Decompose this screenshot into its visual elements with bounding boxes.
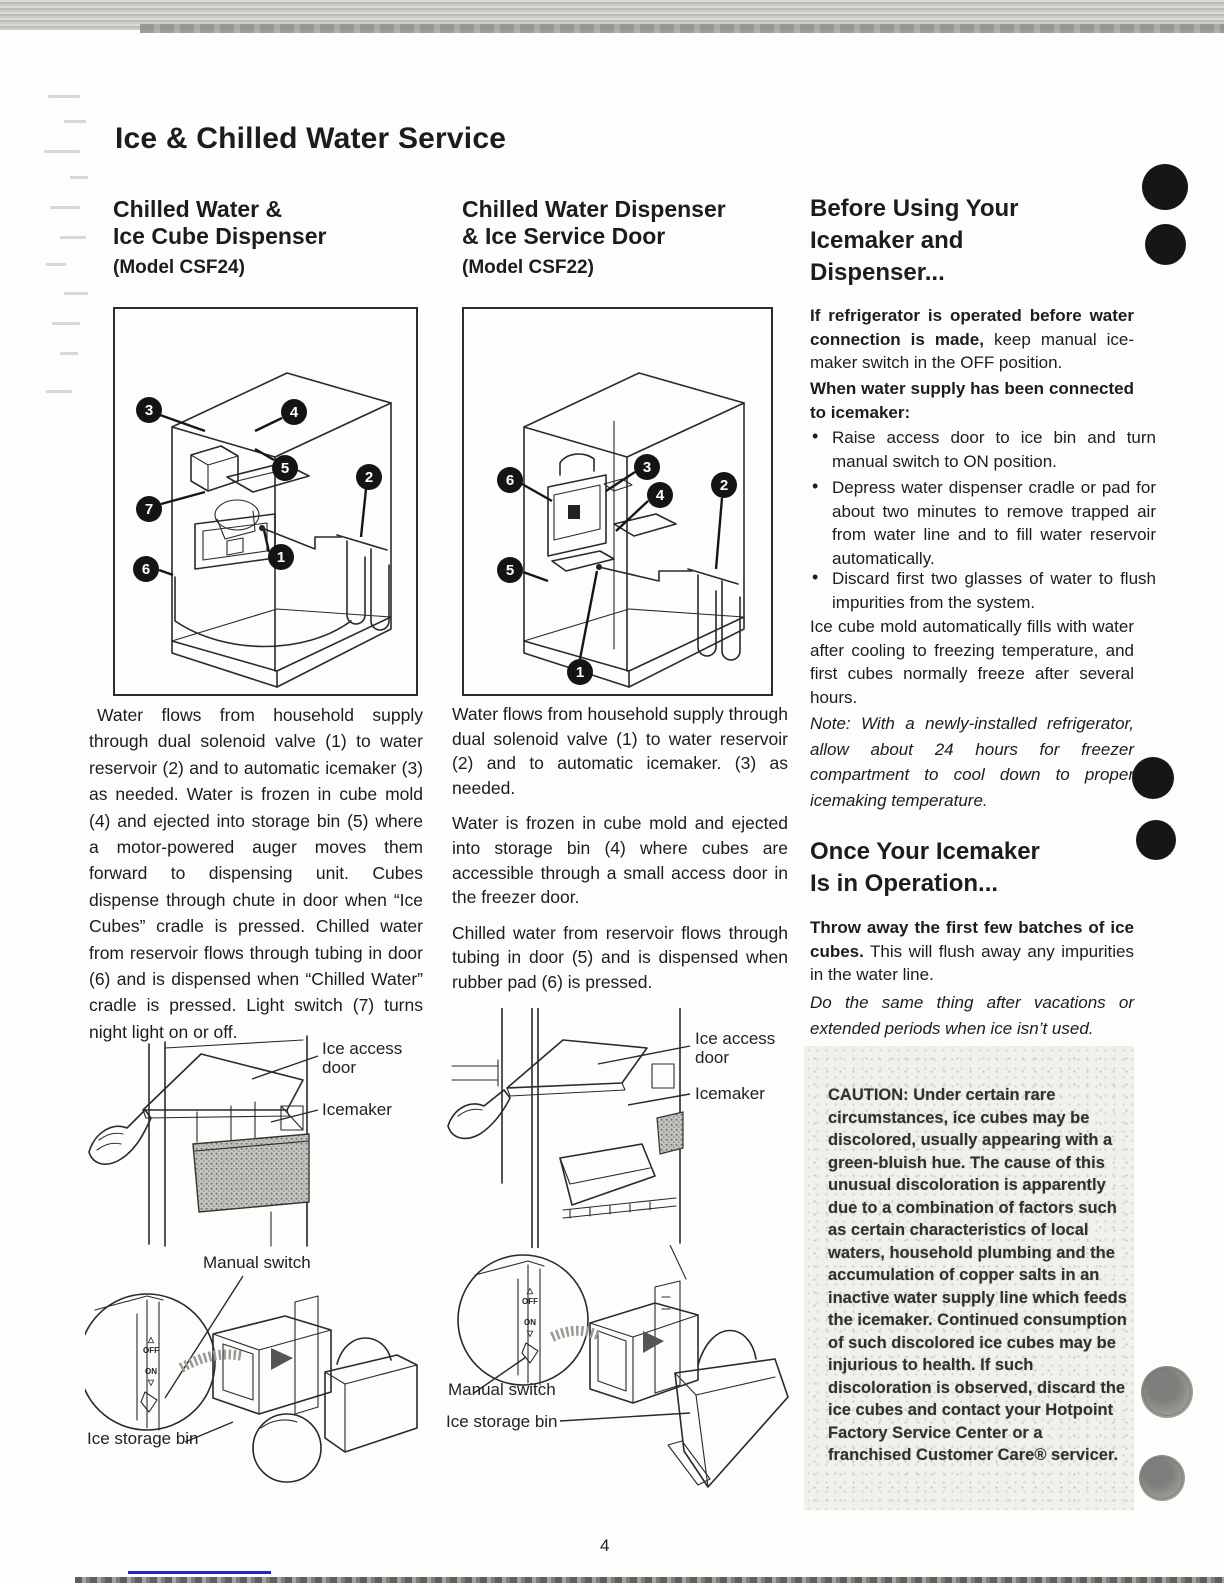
scan-smudge xyxy=(46,390,72,393)
scan-smudge xyxy=(44,150,80,153)
svg-text:3: 3 xyxy=(642,459,652,476)
scan-smudge xyxy=(48,95,80,98)
figure-csf22-icemaker-unit xyxy=(440,1245,810,1535)
csf22-model: (Model CSF22) xyxy=(462,257,594,278)
csf24-heading-line2: Ice Cube Dispenser xyxy=(113,223,327,249)
ice-access-door-label-line2: door xyxy=(322,1058,357,1077)
page-number: 4 xyxy=(600,1536,610,1555)
callout-1 xyxy=(567,659,593,685)
callout-4 xyxy=(281,399,307,425)
ice-access-door-label-line2: door xyxy=(695,1048,730,1067)
csf22-heading xyxy=(462,196,726,279)
scan-noise-band-dark xyxy=(140,24,1224,33)
caution-block xyxy=(804,1046,1134,1510)
bullet-discard-water: • Discard first two glasses of water to flush impurities from the system. xyxy=(810,567,1156,614)
bullet-raise-access-door: • Raise access door to ice bin and turn manual switch to ON position. xyxy=(810,426,1156,473)
svg-text:6: 6 xyxy=(141,561,151,578)
registration-dot-halftone xyxy=(1139,1455,1185,1501)
csf24-line-art xyxy=(115,309,416,694)
svg-text:2: 2 xyxy=(719,477,729,494)
caution-text: CAUTION: Under certain rare circumstances, ice cubes may be discolored, usually appearing with a green-bluish hue. The cause of this unusual discoloration is apparently due to a combination of factors such as certain characteristics of local waters, household plumbing and the accumulation of copper salts in an inactive water supply line which feeds the icemaker. Continued consumption of such discolored ice cubes may be injurious to health. If such discoloration is observed, discard the ice cubes and contact your Hotpoint Factory Service Center or a franchised Customer Care® servicer. xyxy=(828,1086,1127,1464)
note-paragraph: Note: With a newly-installed refrigerator, allow about 24 hours for freezer compartment to cool down to proper icemaking temperature. xyxy=(810,714,1134,810)
svg-text:4: 4 xyxy=(289,404,299,421)
callout-2 xyxy=(711,472,737,498)
csf22-line-art xyxy=(464,309,771,694)
scan-smudge xyxy=(64,120,86,123)
svg-text:2: 2 xyxy=(364,469,374,486)
footer-blue-line xyxy=(128,1571,271,1574)
csf22-description xyxy=(452,702,788,1006)
scan-smudge xyxy=(70,176,88,179)
callout-5 xyxy=(272,455,298,481)
figure-csf24-diagram xyxy=(113,307,418,696)
before-using-line1: Before Using Your xyxy=(810,195,1019,222)
csf22-paragraph-3: Chilled water from reservoir flows through tubing in door (5) and is dispensed when rubber pad (6) is pressed. xyxy=(452,922,788,992)
callout-1 xyxy=(268,544,294,570)
ice-storage-bin-label: Ice storage bin xyxy=(446,1412,558,1431)
before-using-p2: When water supply has been connected to icemaker: xyxy=(810,379,1134,422)
before-using-heading xyxy=(810,193,1018,289)
scan-smudge xyxy=(46,263,66,266)
callout-6 xyxy=(133,556,159,582)
svg-text:4: 4 xyxy=(655,487,665,504)
callout-3 xyxy=(136,397,162,423)
p4-rest: This will flush away any impurities in the water line. xyxy=(810,941,1134,984)
svg-text:1: 1 xyxy=(276,549,286,566)
throw-away-paragraph xyxy=(810,916,1134,987)
svg-text:5: 5 xyxy=(505,562,515,579)
switch-on-label: ON xyxy=(145,1367,157,1376)
ice-storage-bin-label: Ice storage bin xyxy=(87,1429,199,1448)
before-using-p1 xyxy=(810,304,1134,375)
icemaker-label: Icemaker xyxy=(695,1084,765,1103)
callout-7 xyxy=(136,496,162,522)
callout-4 xyxy=(647,482,673,508)
scan-smudge xyxy=(60,236,86,239)
switch-off-label: OFF xyxy=(143,1346,159,1355)
csf24-model: (Model CSF24) xyxy=(113,257,245,278)
switch-off-label: OFF xyxy=(522,1297,538,1306)
csf22-paragraph-2: Water is frozen in cube mold and ejected into storage bin (4) where cubes are accessible through a small access door in the freezer door. xyxy=(452,813,788,908)
svg-text:6: 6 xyxy=(505,472,515,489)
svg-text:1: 1 xyxy=(575,664,585,681)
csf22-heading-line2: & Ice Service Door xyxy=(462,223,666,249)
switch-on-label: ON xyxy=(524,1318,536,1327)
scan-smudge xyxy=(64,292,88,295)
csf22-paragraph-1: Water flows from household supply through dual solenoid valve (1) to water reservoir (2) and to automatic icemaker. (3) as needed. xyxy=(452,704,788,798)
ice-access-door-label-line1: Ice access xyxy=(322,1039,403,1058)
registration-dot xyxy=(1142,164,1188,210)
scan-smudge xyxy=(52,322,80,325)
callout-2 xyxy=(356,464,382,490)
registration-dot xyxy=(1136,820,1176,860)
registration-dot xyxy=(1145,224,1186,265)
callout-3 xyxy=(634,454,660,480)
manual-switch-label: Manual switch xyxy=(203,1253,311,1272)
vacations-paragraph: Do the same thing after vacations or extended periods when ice isn’t used. xyxy=(810,993,1134,1038)
csf24-description: Water flows from household supply through dual solenoid valve (1) to water reservoir (2) and to automatic icemaker (3) as needed. Water is frozen in cube mold (4) and ejected into storage bin (5) where a motor-powered auger moves them forward to dispensing unit. Cubes dispense through chute in door when “Ice Cubes” cradle is pressed. Chilled water from reservoir flows through tubing in door (6) and is dispensed when “Chilled Water” cradle is pressed. Light switch (7) turns night light on or off. xyxy=(89,705,423,1042)
p4-bold-lead: Throw away the first few batches of ice cubes. xyxy=(810,918,1134,961)
svg-text:3: 3 xyxy=(144,402,154,419)
switch-triangle-down: ▽ xyxy=(147,1378,155,1387)
once-operating-line2: Is in Operation... xyxy=(810,870,999,897)
csf24-heading-line1: Chilled Water & xyxy=(113,196,283,222)
figure-csf24-icemaker-unit xyxy=(85,1252,435,1507)
p1-rest: keep manual ice-maker switch in the OFF position. xyxy=(810,329,1134,372)
page-title: Ice & Chilled Water Service xyxy=(115,122,507,155)
once-operating-line1: Once Your Icemaker xyxy=(810,838,1040,865)
csf22-heading-line1: Chilled Water Dispenser xyxy=(462,196,726,222)
ice-cube-mold-paragraph: Ice cube mold automatically fills with water after cooling to freezing temperature, and first cubes normally freeze after several hours. xyxy=(810,617,1134,707)
callout-5 xyxy=(497,557,523,583)
manual-switch-label: Manual switch xyxy=(448,1380,556,1399)
scan-smudge xyxy=(50,206,80,209)
ice-access-door-label-line1: Ice access xyxy=(695,1029,776,1048)
icemaker-label: Icemaker xyxy=(322,1100,392,1119)
figure-csf22-diagram xyxy=(462,307,773,696)
switch-triangle-up: △ xyxy=(526,1286,534,1295)
switch-triangle-up: △ xyxy=(147,1335,155,1344)
callout-6 xyxy=(497,467,523,493)
switch-triangle-down: ▽ xyxy=(526,1329,534,1338)
svg-text:5: 5 xyxy=(280,460,290,477)
csf24-heading xyxy=(113,196,326,279)
before-using-line2: Icemaker and xyxy=(810,227,964,254)
registration-dot-halftone xyxy=(1141,1366,1193,1418)
figure-csf22-access-door xyxy=(440,1008,800,1248)
bullet-depress-cradle: • Depress water dispenser cradle or pad for about two minutes to remove trapped air from water line and to fill water reservoir automatically. xyxy=(810,476,1156,570)
figure-csf24-access-door xyxy=(85,1032,433,1250)
before-using-line3: Dispenser... xyxy=(810,259,945,286)
svg-text:7: 7 xyxy=(144,501,154,518)
p1-bold-lead: If refrigerator is operated before water connection is made, xyxy=(810,306,1134,349)
once-operating-heading xyxy=(810,836,1040,900)
scan-smudge xyxy=(60,352,78,355)
registration-dot xyxy=(1132,757,1174,799)
footer-scan-band xyxy=(75,1577,1224,1583)
